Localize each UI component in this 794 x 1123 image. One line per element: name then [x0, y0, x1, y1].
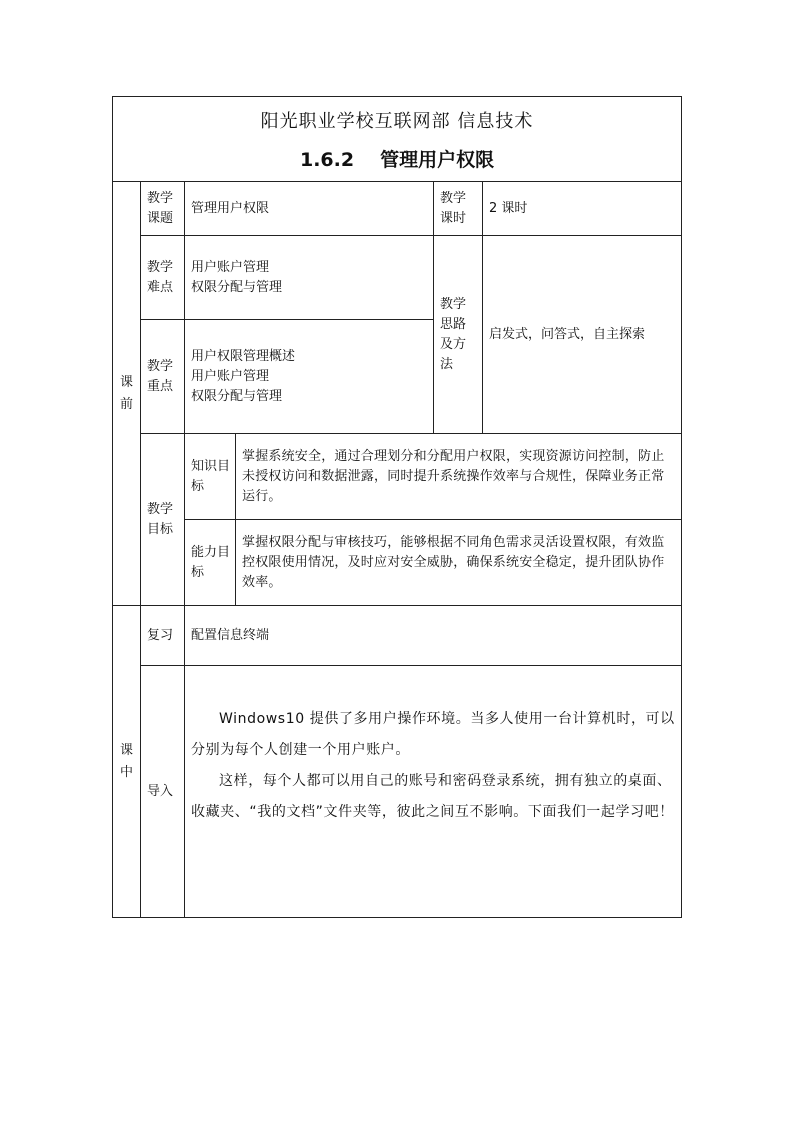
pre-class-label	[113, 182, 141, 606]
method-value: 启发式，问答式，自主探索	[483, 236, 682, 434]
difficulty-label: 教学难点	[141, 236, 185, 320]
keypoints-item: 权限分配与管理	[191, 388, 283, 404]
hours-label: 教学课时	[434, 182, 483, 236]
keypoints-label: 教学重点	[141, 320, 185, 434]
pre-class-label-char-1: 课	[119, 374, 133, 390]
difficulty-list	[185, 236, 434, 320]
knowledge-text: 掌握系统安全，通过合理划分和分配用户权限，实现资源访问控制，防止未授权访问和数据泄露，同时提升系统操作效率与合规性，保障业务正常运行。	[236, 434, 682, 520]
difficulty-item: 权限分配与管理	[191, 279, 283, 295]
intro-content	[185, 666, 682, 918]
school-subject-line: 阳光职业学校互联网部 信息技术	[260, 111, 534, 132]
intro-paragraph: 这样，每个人都可以用自己的账号和密码登录系统，拥有独立的桌面、收藏夹、“我的文档”文件夹等，彼此之间互不影响。下面我们一起学习吧！	[191, 773, 674, 820]
objectives-label: 教学目标	[141, 434, 185, 606]
ability-label: 能力目标	[185, 520, 236, 606]
in-class-label	[113, 606, 141, 918]
review-label: 复习	[141, 606, 185, 666]
intro-paragraph: Windows10 提供了多用户操作环境。当多人使用一台计算机时，可以分别为每个人创建一个用户账户。	[191, 711, 675, 758]
keypoints-item: 用户账户管理	[191, 368, 270, 384]
section-title: 管理用户权限	[380, 149, 495, 171]
review-value: 配置信息终端	[185, 606, 682, 666]
document-header	[113, 97, 682, 182]
in-class-label-char-2: 中	[119, 764, 133, 780]
hours-value: 2 课时	[483, 182, 682, 236]
pre-class-label-char-2: 前	[119, 396, 133, 412]
knowledge-label: 知识目标	[185, 434, 236, 520]
topic-label: 教学课题	[141, 182, 185, 236]
ability-text: 掌握权限分配与审核技巧，能够根据不同角色需求灵活设置权限，有效监控权限使用情况，及时应对安全威胁，确保系统安全稳定，提升团队协作效率。	[236, 520, 682, 606]
method-label: 教学思路及方法	[434, 236, 483, 434]
difficulty-item: 用户账户管理	[191, 259, 270, 275]
intro-label: 导入	[141, 666, 185, 918]
lesson-title	[113, 135, 681, 175]
section-number: 1.6.2	[299, 149, 355, 171]
keypoints-list	[185, 320, 434, 434]
topic-value: 管理用户权限	[185, 182, 434, 236]
in-class-label-char-1: 课	[119, 742, 133, 758]
lesson-plan-table	[112, 96, 682, 918]
keypoints-item: 用户权限管理概述	[191, 348, 296, 364]
